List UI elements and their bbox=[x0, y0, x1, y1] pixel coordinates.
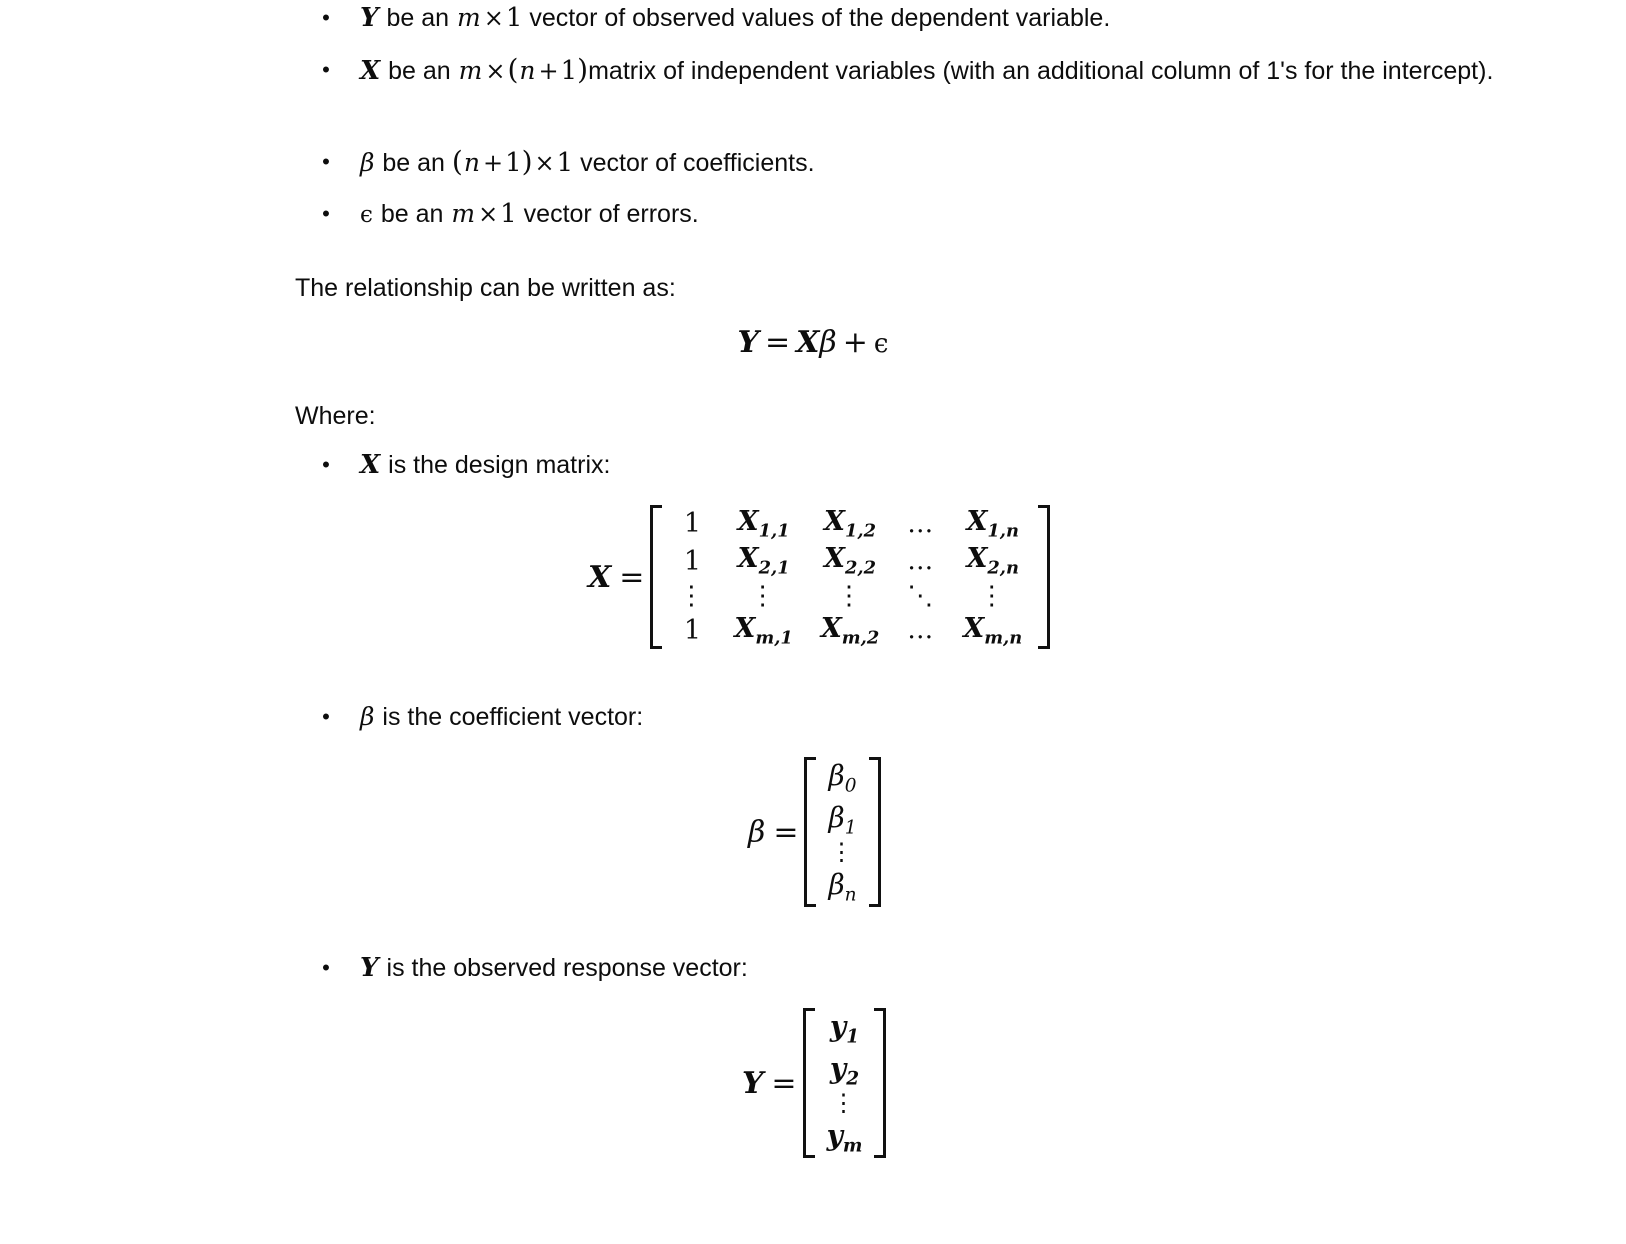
math-one: 1 bbox=[505, 148, 522, 178]
entry-base: y bbox=[829, 1010, 847, 1043]
right-bracket bbox=[1036, 505, 1050, 649]
cell-r1c4-ellipsis: … bbox=[907, 508, 936, 539]
bullet-X-design-tail: is the design matrix: bbox=[388, 451, 611, 479]
equation-beta: β bbox=[819, 325, 837, 360]
bullet-beta-definition bbox=[359, 138, 1553, 187]
y-vector-table bbox=[817, 1008, 873, 1158]
beta-vector-label bbox=[748, 815, 804, 850]
cell-sub: 2,n bbox=[987, 557, 1019, 579]
cell-r3c5-vdots: ⋮ bbox=[978, 580, 1007, 611]
bullet-beta-coeff bbox=[359, 693, 1213, 741]
design-matrix-label bbox=[588, 560, 650, 595]
beta-vector-var: β bbox=[748, 814, 766, 850]
table-row bbox=[664, 580, 1036, 612]
math-open-paren: ( bbox=[507, 53, 519, 86]
cell-sub: 2,1 bbox=[758, 557, 790, 579]
entry-base: β bbox=[828, 759, 845, 792]
math-open-paren: ( bbox=[451, 145, 463, 178]
cell-sub: m,n bbox=[984, 627, 1023, 649]
y-vector-display bbox=[742, 1008, 886, 1158]
math-plus: + bbox=[482, 149, 504, 177]
main-equation bbox=[0, 325, 1626, 360]
math-close-paren: ) bbox=[521, 145, 533, 178]
cell-r4c3 bbox=[807, 612, 893, 649]
math-var-X: X bbox=[360, 450, 381, 480]
design-matrix-display bbox=[588, 505, 1050, 649]
design-matrix-brackets bbox=[650, 505, 1050, 649]
math-one: 1 bbox=[505, 3, 523, 33]
cell-r4c1: 1 bbox=[683, 614, 702, 646]
bullet-Y-tail: vector of observed values of the dependent variable. bbox=[522, 4, 1111, 32]
table-row bbox=[817, 1008, 873, 1050]
equation-lhs-Y: Y bbox=[737, 325, 759, 360]
bullet-text-be-an: be an bbox=[379, 4, 457, 32]
entry-base: y bbox=[829, 1051, 847, 1085]
cell-base: X bbox=[820, 612, 842, 644]
cell-sub: m,2 bbox=[841, 627, 880, 649]
beta-vector-brackets bbox=[804, 757, 880, 907]
relationship-intro: The relationship can be written as: bbox=[295, 274, 676, 302]
table-row bbox=[818, 840, 866, 866]
table-row bbox=[818, 866, 866, 908]
cell-r2c1: 1 bbox=[683, 545, 702, 577]
where-label: Where: bbox=[295, 402, 376, 430]
cell-r4c5 bbox=[949, 612, 1036, 649]
math-var-m: m bbox=[451, 199, 476, 228]
entry-base: β bbox=[828, 867, 845, 901]
entry-sub: 2 bbox=[846, 1068, 860, 1090]
y-vector-brackets bbox=[803, 1008, 887, 1158]
cell-base: X bbox=[824, 543, 845, 575]
cell-r1c1: 1 bbox=[683, 508, 702, 540]
entry-sub: 1 bbox=[846, 1026, 860, 1048]
cell-base: X bbox=[963, 612, 985, 644]
equation-X: X bbox=[796, 325, 820, 360]
table-row bbox=[817, 1117, 873, 1159]
table-row bbox=[818, 799, 866, 841]
bullet-Y-definition bbox=[359, 0, 1553, 42]
math-times: × bbox=[485, 57, 506, 85]
left-bracket bbox=[803, 1008, 817, 1158]
math-var-n: n bbox=[463, 148, 480, 177]
cell-r1c5 bbox=[949, 505, 1036, 542]
bullet-X-line2: the intercept). bbox=[1340, 57, 1494, 85]
y-entry-2 bbox=[817, 1050, 873, 1092]
bullet-marker: • bbox=[322, 955, 330, 980]
cell-r1c3 bbox=[807, 505, 893, 542]
bullet-Y-response bbox=[359, 944, 1213, 992]
math-var-beta: β bbox=[360, 702, 375, 731]
design-matrix-equals: = bbox=[619, 559, 645, 595]
math-one: 1 bbox=[500, 199, 517, 229]
list-item bbox=[313, 693, 1213, 741]
table-row bbox=[664, 612, 1036, 649]
bullet-beta-coeff-tail: is the coefficient vector: bbox=[382, 703, 644, 731]
math-var-m: m bbox=[458, 56, 483, 85]
entry-base: y bbox=[826, 1118, 843, 1152]
bullet-marker: • bbox=[322, 452, 330, 477]
list-item bbox=[313, 46, 1573, 95]
entry-base: β bbox=[828, 800, 845, 834]
cell-r2c3 bbox=[807, 542, 893, 579]
table-row bbox=[664, 505, 1036, 542]
bullet-Y-response-tail: is the observed response vector: bbox=[386, 954, 748, 982]
math-var-Y: Y bbox=[360, 3, 379, 33]
cell-base: X bbox=[966, 543, 988, 575]
table-row bbox=[817, 1050, 873, 1092]
bullet-text-be-an: be an bbox=[381, 57, 458, 85]
y-entry-vdots: ⋮ bbox=[831, 1089, 858, 1118]
cell-r3c2-vdots: ⋮ bbox=[749, 580, 778, 611]
cell-sub: 1,1 bbox=[758, 520, 790, 542]
math-var-X: X bbox=[360, 56, 381, 86]
table-row bbox=[817, 1091, 873, 1117]
bullet-text-be-an: be an bbox=[375, 149, 452, 177]
entry-sub: 1 bbox=[844, 817, 857, 839]
bullet-epsilon-tail-text: vector of errors. bbox=[523, 200, 699, 228]
design-matrix-table bbox=[664, 505, 1036, 649]
math-var-m: m bbox=[457, 3, 481, 32]
bullet-marker: • bbox=[322, 149, 330, 174]
bullet-text-be-an: be an bbox=[373, 200, 451, 228]
bullet-Y-response-space bbox=[380, 954, 387, 982]
y-vector-label bbox=[742, 1066, 803, 1101]
math-plus: + bbox=[538, 57, 559, 85]
bullet-X-definition bbox=[359, 46, 1573, 95]
cell-sub: m,1 bbox=[755, 627, 793, 649]
cell-base: X bbox=[966, 506, 988, 537]
math-times: × bbox=[478, 200, 499, 228]
math-times: × bbox=[483, 4, 504, 32]
equation-epsilon: ϵ bbox=[873, 329, 889, 359]
bullet-marker: • bbox=[322, 57, 330, 82]
math-close-paren: ) bbox=[577, 53, 589, 86]
beta-vector-display bbox=[748, 757, 881, 907]
cell-sub: 2,2 bbox=[845, 557, 876, 579]
entry-sub: m bbox=[842, 1135, 863, 1157]
cell-r2c2 bbox=[720, 542, 806, 579]
math-one: 1 bbox=[556, 148, 574, 178]
cell-sub: 1,2 bbox=[845, 520, 876, 542]
cell-r4c4-ellipsis: … bbox=[907, 615, 936, 646]
cell-r1c2 bbox=[720, 505, 806, 542]
right-bracket bbox=[867, 757, 881, 907]
beta-vector-equals: = bbox=[773, 814, 799, 850]
table-row bbox=[664, 542, 1036, 579]
list-item bbox=[313, 190, 1553, 239]
cell-r4c2 bbox=[720, 612, 806, 649]
cell-r3c1-vdots: ⋮ bbox=[678, 580, 707, 611]
cell-base: X bbox=[824, 506, 845, 537]
bullet-marker: • bbox=[322, 5, 330, 30]
cell-base: X bbox=[737, 506, 759, 537]
list-item bbox=[313, 944, 1213, 992]
equation-equals: = bbox=[764, 325, 791, 360]
bullet-marker: • bbox=[322, 201, 330, 226]
list-item bbox=[313, 138, 1553, 187]
beta-entry-n bbox=[818, 866, 866, 908]
math-var-beta: β bbox=[360, 148, 375, 177]
beta-vector-table bbox=[818, 757, 866, 907]
left-bracket bbox=[650, 505, 664, 649]
equation-plus: + bbox=[842, 325, 868, 360]
beta-entry-vdots: ⋮ bbox=[829, 838, 856, 867]
bullet-marker: • bbox=[322, 704, 330, 729]
right-bracket bbox=[872, 1008, 886, 1158]
y-entry-1 bbox=[817, 1008, 873, 1050]
list-item bbox=[313, 441, 1213, 489]
entry-sub: n bbox=[844, 884, 857, 906]
list-item bbox=[313, 0, 1553, 42]
cell-r3c4-ddots: ⋱ bbox=[907, 580, 936, 611]
cell-r2c5 bbox=[949, 542, 1036, 579]
left-bracket bbox=[804, 757, 818, 907]
bullet-X-design bbox=[359, 441, 1213, 489]
math-var-n: n bbox=[519, 56, 536, 85]
bullet-beta-tail-text: vector of coefficients. bbox=[580, 149, 815, 177]
design-matrix-var: X bbox=[588, 559, 612, 595]
beta-entry-1 bbox=[818, 799, 866, 841]
beta-entry-0 bbox=[818, 757, 866, 799]
y-vector-var: Y bbox=[742, 1065, 764, 1101]
math-times: × bbox=[534, 149, 555, 177]
y-vector-equals: = bbox=[771, 1065, 797, 1101]
table-row bbox=[818, 757, 866, 799]
cell-r2c4-ellipsis: … bbox=[907, 546, 936, 577]
bullet-epsilon-tail bbox=[517, 200, 524, 228]
cell-r3c3-vdots: ⋮ bbox=[836, 580, 865, 611]
bullet-epsilon-definition bbox=[359, 190, 1553, 239]
cell-sub: 1,n bbox=[987, 520, 1019, 542]
math-one: 1 bbox=[560, 56, 578, 86]
cell-base: X bbox=[734, 612, 756, 644]
math-var-epsilon: ϵ bbox=[360, 202, 373, 228]
y-entry-m bbox=[817, 1117, 873, 1159]
cell-base: X bbox=[737, 543, 759, 575]
entry-sub: 0 bbox=[844, 775, 857, 797]
bullet-X-tail: matrix of independent variables (with an additional column of 1's for bbox=[588, 57, 1334, 85]
math-var-Y: Y bbox=[360, 953, 379, 983]
